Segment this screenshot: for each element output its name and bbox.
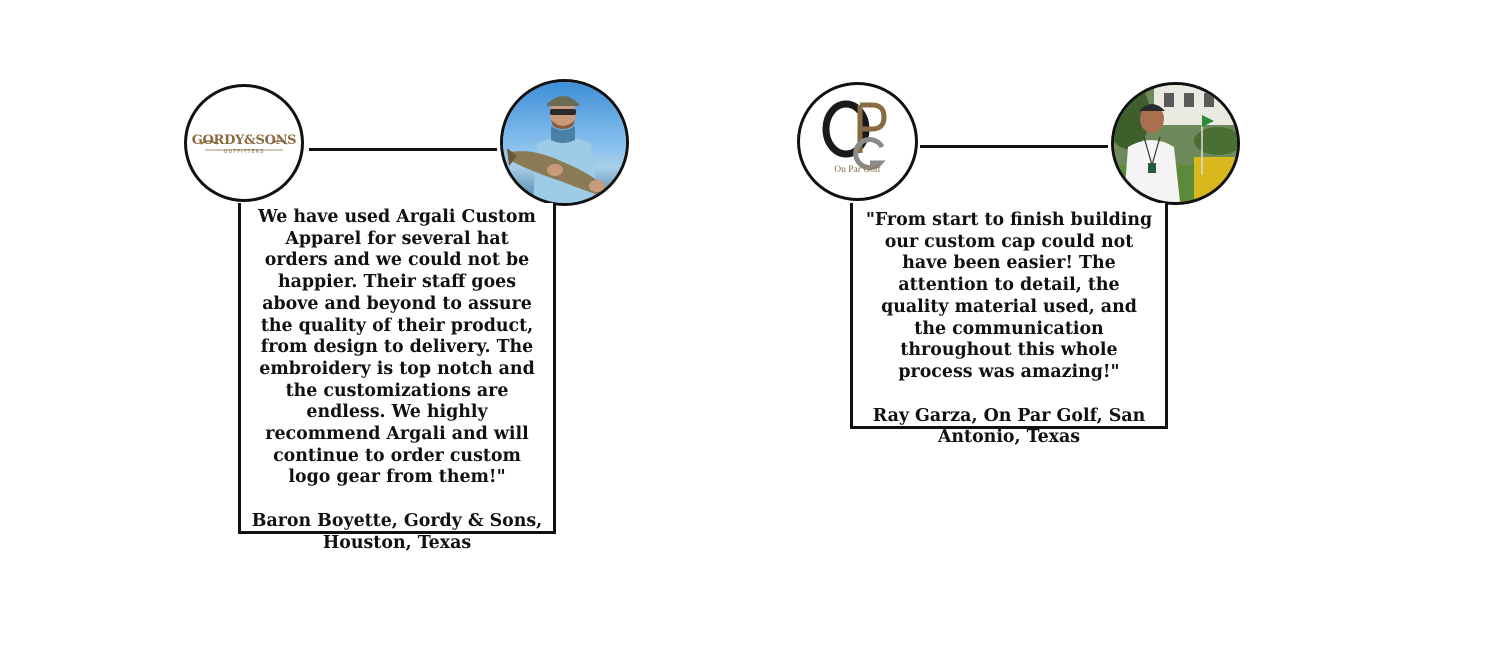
golfer-photo-image [1114, 85, 1237, 202]
testimonial-quote: "From start to finish building our custom cap could not have been easier! The attention to detail, the quality material used, and the communication throughout this whole process was amazing!" [865, 210, 1153, 382]
gordy-sons-logo [184, 84, 304, 202]
testimonial-attribution: Ray Garza, On Par Golf, San Antonio, Texas [872, 405, 1146, 448]
connector-line [920, 145, 1108, 148]
fisherman-photo-image [503, 82, 626, 203]
on-par-golf-logo [797, 82, 918, 201]
testimonial-attribution: Baron Boyette, Gordy & Sons, Houston, Texas [251, 511, 543, 553]
gordy-sons-wordmark: GORDY&SONS [191, 133, 297, 148]
testimonial-quote-box [850, 203, 1168, 448]
on-par-golf-name: On Par Golf [834, 165, 881, 175]
connector-line [309, 148, 497, 151]
customer-photo-golfer [1111, 82, 1240, 205]
gordy-sons-subtext: OUTFITTERS [223, 149, 265, 155]
customer-photo-fisherman [500, 79, 629, 206]
testimonial-quote-box [238, 203, 556, 553]
opg-monogram-icon [800, 85, 915, 198]
testimonial-quote: We have used Argali Custom Apparel for several hat orders and we could not be happier. Their staff goes above and beyond to assure the quality of their product, from design to delivery. The embroidery is top notch and the customizations are endless. We highly recommend Argali and will continue to order custom logo gear from them!" [258, 207, 536, 488]
